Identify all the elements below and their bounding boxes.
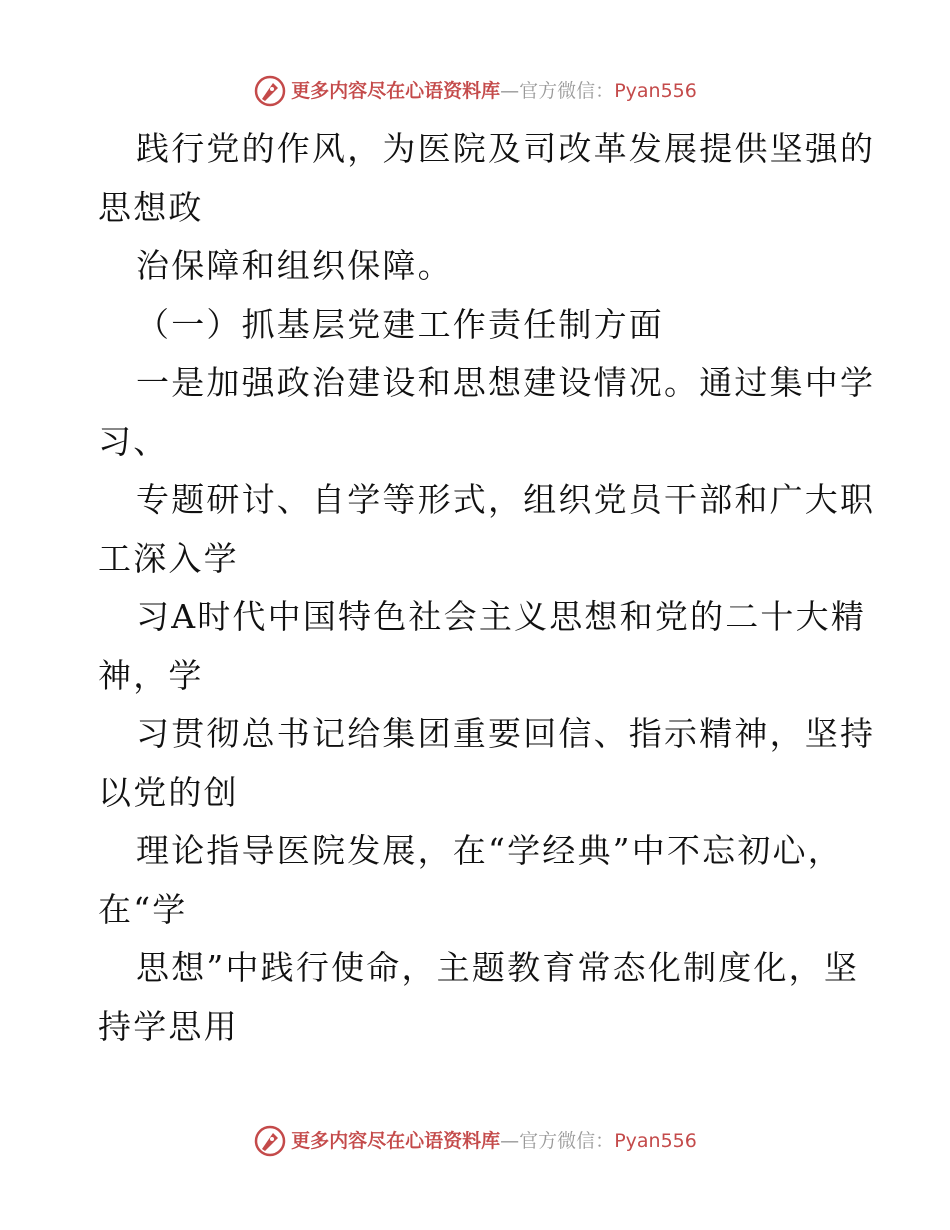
watermark-text: 更多内容尽在心语资料库 xyxy=(291,1130,501,1152)
watermark-separator: — xyxy=(500,1130,520,1152)
body-line: 工深入学 xyxy=(98,538,239,578)
document-body xyxy=(98,120,876,1056)
body-line: 习A时代中国特色社会主义思想和党的二十大精 xyxy=(136,597,867,636)
watermark-separator: — xyxy=(500,80,520,102)
body-line: 习、 xyxy=(98,421,169,461)
body-line: 以党的创 xyxy=(98,772,239,812)
body-line: 理论指导医院发展，在“学经典”中不忘初心， xyxy=(136,831,843,870)
body-line: 思想政 xyxy=(98,187,204,227)
body-line: 践行党的作风，为医院及司改革发展提供坚强的 xyxy=(136,129,876,168)
pen-nib-logo-icon xyxy=(253,74,287,108)
body-line: 一是加强政治建设和思想建设情况。通过集中学 xyxy=(136,363,876,402)
watermark-label: 官方微信： xyxy=(519,80,615,102)
body-line: 习贯彻总书记给集团重要回信、指示精神，坚持 xyxy=(136,714,876,753)
body-line: 专题研讨、自学等形式，组织党员干部和广大职 xyxy=(136,480,876,519)
watermark-label: 官方微信： xyxy=(519,1130,615,1152)
header-watermark xyxy=(0,74,950,108)
body-line: 持学思用 xyxy=(98,1006,239,1046)
watermark-id: Pyan556 xyxy=(614,80,697,102)
watermark-text: 更多内容尽在心语资料库 xyxy=(291,80,501,102)
body-line: 治保障和组织保障。 xyxy=(136,246,453,285)
pen-nib-logo-icon xyxy=(253,1124,287,1158)
footer-watermark xyxy=(0,1124,950,1158)
watermark-id: Pyan556 xyxy=(614,1130,697,1152)
body-line: 思想”中践行使命，主题教育常态化制度化，坚 xyxy=(136,948,860,987)
body-line: 在“学 xyxy=(98,889,188,929)
section-heading: （一）抓基层党建工作责任制方面 xyxy=(136,304,664,344)
body-line: 神，学 xyxy=(98,655,204,695)
